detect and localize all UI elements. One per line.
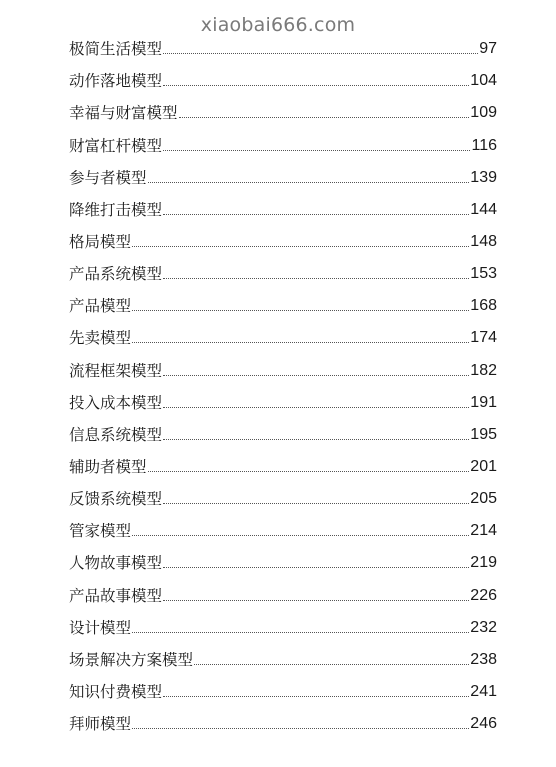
toc-entry	[69, 253, 497, 285]
dot-leader	[132, 310, 469, 311]
dot-leader	[163, 278, 469, 279]
toc-entry	[69, 317, 497, 349]
dot-leader	[163, 439, 469, 440]
toc-entry-page: 232	[470, 618, 497, 636]
toc-entry-page: 153	[470, 265, 497, 283]
toc-entry-page: 97	[479, 40, 497, 58]
dot-leader	[148, 182, 470, 183]
toc-entry-title: 产品故事模型	[69, 586, 163, 605]
toc-entry-page: 201	[470, 457, 497, 475]
toc-entry	[69, 349, 497, 381]
toc-entry-page: 174	[470, 329, 497, 347]
toc-entry-page: 214	[470, 522, 497, 540]
toc-entry	[69, 221, 497, 253]
toc-entry-title: 降维打击模型	[69, 200, 163, 219]
toc-entry	[69, 510, 497, 542]
toc-entry-title: 财富杠杆模型	[69, 136, 163, 155]
toc-entry-page: 191	[470, 393, 497, 411]
toc-entry	[69, 671, 497, 703]
dot-leader	[163, 600, 469, 601]
toc-entry-title: 知识付费模型	[69, 682, 163, 701]
toc-entry-page: 116	[471, 136, 497, 154]
toc-entry-page: 139	[470, 168, 497, 186]
dot-leader	[163, 53, 478, 54]
toc-entry	[69, 446, 497, 478]
toc-entry-page: 219	[470, 554, 497, 572]
toc-entry-title: 设计模型	[69, 618, 132, 637]
table-of-contents	[69, 28, 497, 735]
toc-entry-title: 格局模型	[69, 232, 132, 251]
dot-leader	[148, 471, 470, 472]
toc-entry	[69, 382, 497, 414]
toc-entry-title: 先卖模型	[69, 329, 132, 348]
dot-leader	[163, 696, 469, 697]
dot-leader	[132, 342, 469, 343]
dot-leader	[194, 664, 469, 665]
toc-entry	[69, 478, 497, 510]
toc-entry-page: 182	[470, 361, 497, 379]
toc-entry	[69, 60, 497, 92]
toc-entry-page: 144	[470, 200, 497, 218]
toc-entry	[69, 607, 497, 639]
toc-entry-page: 168	[470, 297, 497, 315]
dot-leader	[132, 632, 469, 633]
toc-entry-page: 104	[470, 72, 497, 90]
dot-leader	[163, 214, 469, 215]
toc-entry-page: 148	[470, 232, 497, 250]
dot-leader	[132, 535, 469, 536]
toc-entry	[69, 414, 497, 446]
toc-entry	[69, 639, 497, 671]
dot-leader	[163, 503, 469, 504]
toc-entry	[69, 92, 497, 124]
toc-entry-title: 信息系统模型	[69, 425, 163, 444]
dot-leader	[132, 728, 469, 729]
toc-entry	[69, 124, 497, 156]
toc-entry	[69, 189, 497, 221]
dot-leader	[163, 407, 469, 408]
toc-entry	[69, 574, 497, 606]
toc-entry-title: 人物故事模型	[69, 554, 163, 573]
toc-entry	[69, 542, 497, 574]
toc-entry-title: 幸福与财富模型	[69, 104, 178, 123]
dot-leader	[163, 567, 469, 568]
toc-entry-title: 动作落地模型	[69, 72, 163, 91]
toc-entry-page: 195	[470, 425, 497, 443]
toc-entry-title: 辅助者模型	[69, 457, 147, 476]
toc-entry-page: 205	[470, 490, 497, 508]
toc-entry-page: 246	[470, 715, 497, 733]
toc-entry-title: 管家模型	[69, 522, 132, 541]
dot-leader	[163, 375, 469, 376]
toc-entry-title: 场景解决方案模型	[69, 650, 194, 669]
toc-entry-title: 反馈系统模型	[69, 490, 163, 509]
toc-entry-title: 极简生活模型	[69, 40, 163, 59]
dot-leader	[163, 150, 470, 151]
toc-entry-page: 109	[470, 104, 497, 122]
dot-leader	[132, 246, 469, 247]
dot-leader	[179, 117, 470, 118]
toc-entry	[69, 28, 497, 60]
toc-entry	[69, 703, 497, 735]
toc-entry-page: 238	[470, 650, 497, 668]
toc-entry-title: 投入成本模型	[69, 393, 163, 412]
watermark: xiaobai666.com	[200, 14, 356, 36]
toc-entry-title: 流程框架模型	[69, 361, 163, 380]
toc-entry-title: 拜师模型	[69, 715, 132, 734]
toc-entry-page: 241	[470, 682, 497, 700]
toc-entry	[69, 285, 497, 317]
toc-entry-page: 226	[470, 586, 497, 604]
toc-entry	[69, 157, 497, 189]
dot-leader	[163, 85, 469, 86]
toc-entry-title: 产品系统模型	[69, 265, 163, 284]
toc-entry-title: 参与者模型	[69, 168, 147, 187]
toc-entry-title: 产品模型	[69, 297, 132, 316]
